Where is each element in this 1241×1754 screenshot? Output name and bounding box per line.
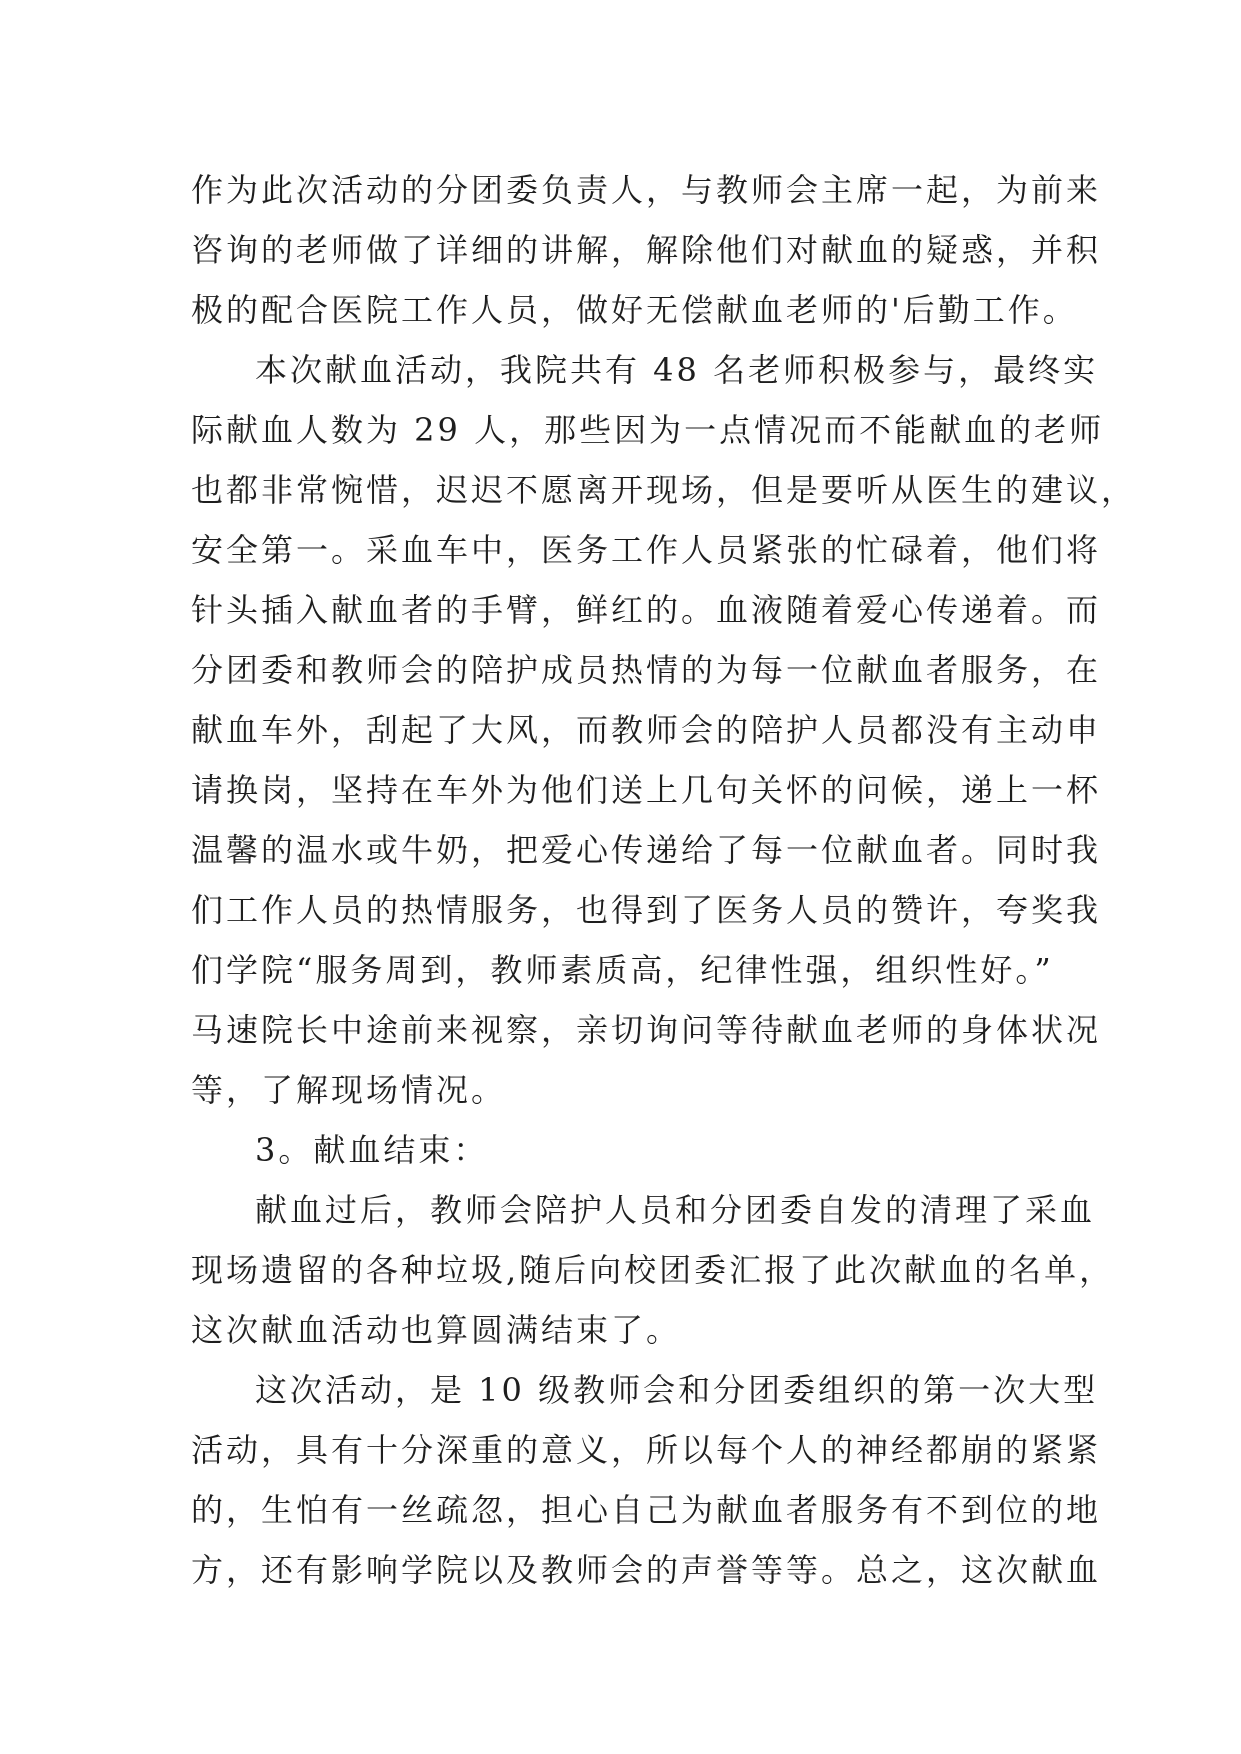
text-line: 这次活动，是 10 级教师会和分团委组织的第一次大型 [255,1371,1099,1409]
body-text [191,160,1137,1600]
text-line: 们工作人员的热情服务，也得到了医务人员的赞许，夸奖我 [191,891,1102,929]
text-line: 等，了解现场情况。 [191,1071,507,1109]
paragraph-2 [191,340,1137,1120]
text-line: 的，生怕有一丝疏忽，担心自己为献血者服务有不到位的地 [191,1491,1102,1529]
text-line: 现场遗留的各种垃圾,随后向校团委汇报了此次献血的名单， [191,1251,1115,1289]
text-line: 分团委和教师会的陪护成员热情的为每一位献血者服务，在 [191,651,1102,689]
text-line: 安全第一。采血车中，医务工作人员紧张的忙碌着，他们将 [191,531,1102,569]
text-line: 温馨的温水或牛奶，把爱心传递给了每一位献血者。同时我 [191,831,1102,869]
text-line: 针头插入献血者的手臂，鲜红的。血液随着爱心传递着。而 [191,591,1102,629]
text-line: 献血过后，教师会陪护人员和分团委自发的清理了采血 [255,1191,1096,1229]
text-line: 作为此次活动的分团委负责人，与教师会主席一起，为前来 [191,171,1102,209]
text-line: 本次献血活动，我院共有 48 名老师积极参与，最终实 [255,351,1099,389]
paragraph-1 [191,160,1102,340]
text-line: 献血车外，刮起了大风，而教师会的陪护人员都没有主动申 [191,711,1102,749]
paragraph-4 [191,1360,1102,1600]
text-line: 这次献血活动也算圆满结束了。 [191,1311,682,1349]
text-line: 马速院长中途前来视察，亲切询问等待献血老师的身体状况 [191,1011,1102,1049]
text-line: 方，还有影响学院以及教师会的声誉等等。总之，这次献血 [191,1551,1102,1589]
text-line: 也都非常惋惜，迟迟不愿离开现场，但是要听从医生的建议， [191,471,1137,509]
text-line: 3。献血结束： [255,1131,489,1169]
text-line: 请换岗，坚持在车外为他们送上几句关怀的问候，递上一杯 [191,771,1102,809]
paragraph-3 [191,1180,1115,1360]
text-line: 咨询的老师做了详细的讲解，解除他们对献血的疑惑，并积 [191,231,1102,269]
text-line: 们学院“服务周到，教师素质高，纪律性强，组织性好。” [191,951,1054,989]
text-line: 际献血人数为 29 人，那些因为一点情况而不能献血的老师 [191,411,1105,449]
text-line: 极的配合医院工作人员，做好无偿献血老师的'后勤工作。 [191,291,1078,329]
section-heading [191,1120,1051,1180]
text-line: 活动，具有十分深重的意义，所以每个人的神经都崩的紧紧 [191,1431,1102,1469]
